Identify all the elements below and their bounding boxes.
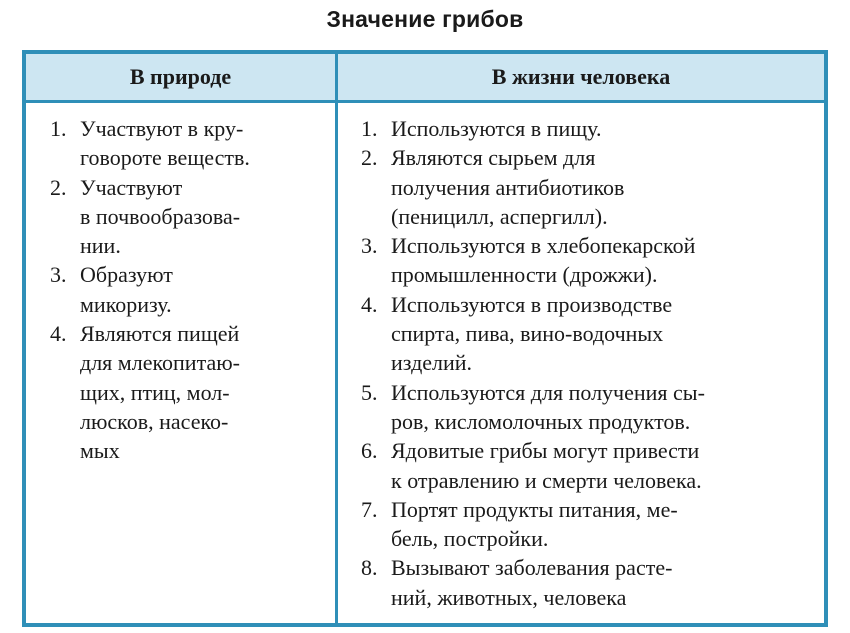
header-nature: В природе <box>129 64 232 89</box>
item-number: 4. <box>50 321 67 347</box>
list-item <box>50 260 322 319</box>
item-number: 1. <box>50 116 67 141</box>
item-text: Используются для получения сы- ров, кисломолочных продуктов. <box>391 379 705 434</box>
header-human-life: В жизни человека <box>491 64 671 89</box>
item-number: 1. <box>361 116 378 141</box>
item-number: 4. <box>361 291 378 317</box>
item-number: 3. <box>50 262 67 288</box>
list-item <box>50 114 322 173</box>
item-text: Ядовитые грибы могут привести к отравлению и смерти человека. <box>391 438 702 493</box>
item-text: Портят продукты питания, ме- бель, постройки. <box>391 496 678 552</box>
item-number: 2. <box>361 145 378 171</box>
table-header <box>26 54 824 103</box>
item-text: Участвуют в кру- говороте веществ. <box>80 116 250 171</box>
item-text: Образуют микоризу. <box>80 262 173 317</box>
item-number: 6. <box>361 438 378 464</box>
fungi-significance-table <box>22 50 828 627</box>
list-item <box>361 143 811 231</box>
list-item <box>361 436 811 495</box>
page-title: Значение грибов <box>326 6 524 32</box>
item-text: Используются в пищу. <box>391 116 602 141</box>
list-item <box>361 290 811 378</box>
item-number: 8. <box>361 555 378 581</box>
list-item <box>361 114 811 143</box>
item-text: Участвуют в почвообразова- нии. <box>80 174 241 259</box>
item-text: Используются в хлебопекарской промышленности (дрожжи). <box>391 233 696 288</box>
nature-list <box>50 114 322 466</box>
list-item <box>361 553 811 612</box>
item-number: 3. <box>361 233 378 259</box>
list-item <box>361 495 811 554</box>
item-number: 2. <box>50 174 67 200</box>
column-divider <box>335 54 338 623</box>
list-item <box>50 173 322 261</box>
list-item <box>361 231 811 290</box>
item-text: Используются в производстве спирта, пива, вино-водочных изделий. <box>391 291 673 376</box>
item-number: 7. <box>361 496 378 522</box>
list-item <box>361 378 811 437</box>
item-text: Являются пищей для млекопитаю- щих, птиц, мол- люсков, насеко- мых <box>80 321 240 464</box>
item-number: 5. <box>361 379 378 405</box>
list-item <box>50 319 322 465</box>
item-text: Вызывают заболевания расте- ний, животных, человека <box>391 555 673 610</box>
item-text: Являются сырьем для получения антибиотиков (пеницилл, аспергилл). <box>391 145 625 229</box>
human-life-list <box>361 114 811 612</box>
